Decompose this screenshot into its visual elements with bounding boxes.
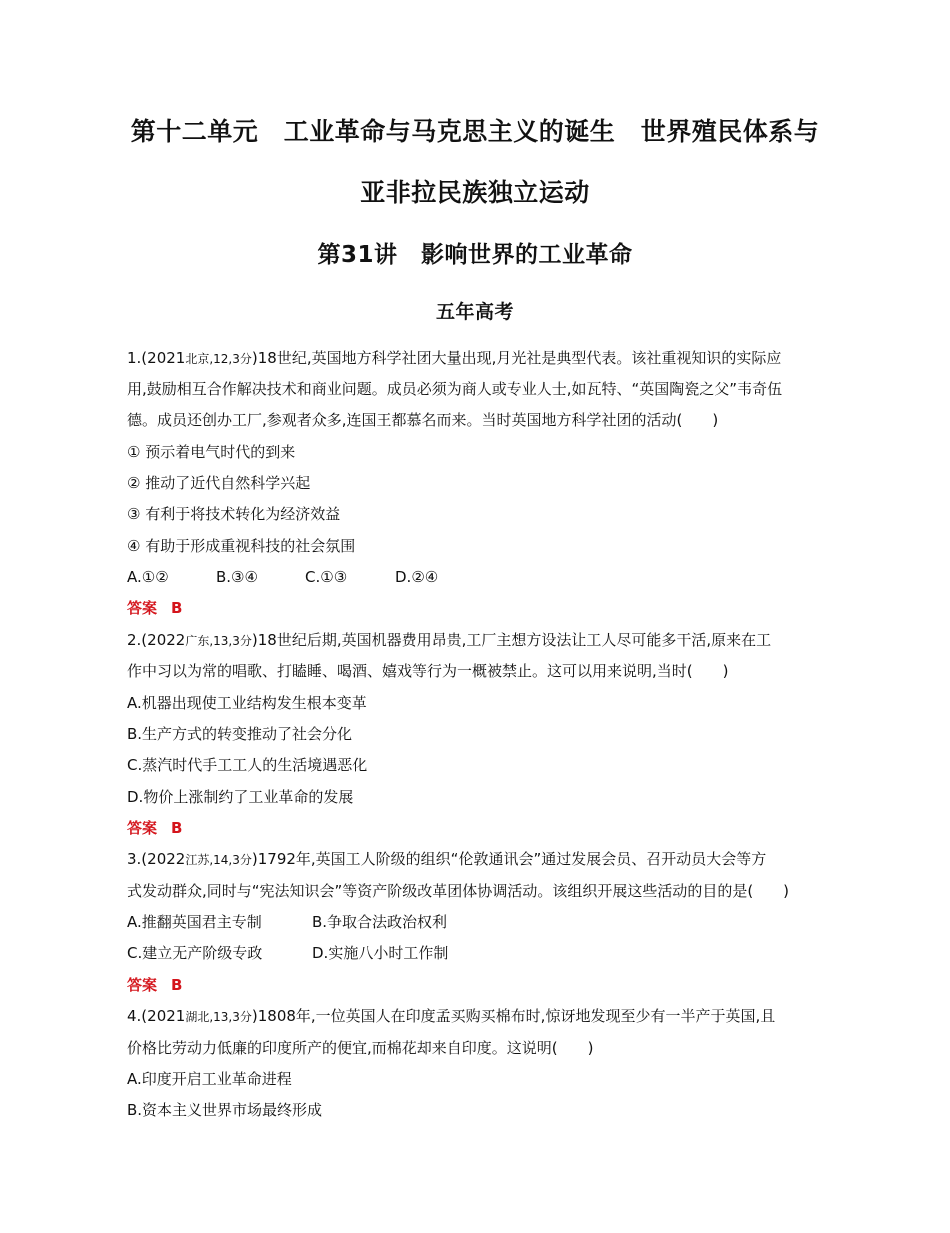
q4-stem-text: )1808年,一位英国人在印度孟买购买棉布时,惊讶地发现至少有一半产于英国,且: [251, 1007, 776, 1025]
q4-stem-line-2: 价格比劳动力低廉的印度所产的便宜,而棉花却来自印度。这说明( ): [127, 1039, 594, 1057]
q1-answer: [127, 598, 827, 618]
q1-answer-value: B: [171, 599, 183, 617]
q3-options-row-2: [127, 943, 827, 963]
q2-answer: [127, 818, 827, 838]
q1-stem-line-1: [127, 348, 827, 369]
q1-option-a: A.①②: [127, 568, 169, 586]
q1-option-d: D.②④: [395, 568, 439, 586]
q2-stem-text: )18世纪后期,英国机器费用昂贵,工厂主想方设法让工人尽可能多干活,原来在工: [251, 631, 772, 649]
unit-title: 第十二单元 工业革命与马克思主义的诞生 世界殖民体系与: [130, 117, 820, 146]
q4-stem-line-1: [127, 1006, 827, 1027]
q3-option-b: B.争取合法政治权利: [312, 913, 448, 931]
q3-options-row-1: [127, 912, 827, 932]
q1-statement-1: ① 预示着电气时代的到来: [127, 443, 296, 461]
unit-title-continued: 亚非拉民族独立运动: [360, 178, 590, 207]
q4-source: 湖北,13,3分: [185, 1010, 252, 1024]
q2-option-d: D.物价上涨制约了工业革命的发展: [127, 788, 354, 806]
q3-answer-label: 答案: [127, 976, 158, 994]
q1-statement-3: ③ 有利于将技术转化为经济效益: [127, 505, 341, 523]
q2-source: 广东,13,3分: [185, 634, 252, 648]
q3-number: 3.(2022: [127, 850, 186, 868]
q2-option-c: C.蒸汽时代手工工人的生活境遇恶化: [127, 756, 368, 774]
q4-option-b: B.资本主义世界市场最终形成: [127, 1101, 323, 1119]
q4-number: 4.(2021: [127, 1007, 186, 1025]
q1-stem-line-3: 德。成员还创办工厂,参观者众多,连国王都慕名而来。当时英国地方科学社团的活动( ): [127, 411, 719, 429]
q1-answer-label: 答案: [127, 599, 158, 617]
q3-stem-line-2: 式发动群众,同时与“宪法知识会”等资产阶级改革团体协调活动。该组织开展这些活动的目的是( ): [127, 882, 790, 900]
section-title: 五年高考: [435, 301, 514, 323]
q1-stem-text: )18世纪,英国地方科学社团大量出现,月光社是典型代表。该社重视知识的实际应: [251, 349, 782, 367]
q3-source: 江苏,14,3分: [185, 853, 252, 867]
q1-options: [127, 567, 827, 587]
q3-answer-value: B: [171, 976, 183, 994]
q2-stem-line-2: 作中习以为常的唱歌、打瞌睡、喝酒、嬉戏等行为一概被禁止。这可以用来说明,当时( ): [127, 662, 729, 680]
q1-statement-2: ② 推动了近代自然科学兴起: [127, 474, 311, 492]
q2-number: 2.(2022: [127, 631, 186, 649]
q4-option-a: A.印度开启工业革命进程: [127, 1070, 292, 1088]
q1-stem-line-2: 用,鼓励相互合作解决技术和商业问题。成员必须为商人或专业人士,如瓦特、“英国陶瓷之父”韦奇伍: [127, 380, 783, 398]
q3-stem-line-1: [127, 849, 827, 870]
q2-answer-label: 答案: [127, 819, 158, 837]
q1-option-b: B.③④: [216, 568, 258, 586]
q2-option-a: A.机器出现使工业结构发生根本变革: [127, 694, 367, 712]
q3-stem-text: )1792年,英国工人阶级的组织“伦敦通讯会”通过发展会员、召开动员大会等方: [251, 850, 767, 868]
q3-option-c: C.建立无产阶级专政: [127, 944, 263, 962]
q2-stem-line-1: [127, 630, 827, 651]
q3-option-d: D.实施八小时工作制: [312, 944, 449, 962]
q1-number: 1.(2021: [127, 349, 186, 367]
q2-answer-value: B: [171, 819, 183, 837]
q1-source: 北京,12,3分: [185, 352, 252, 366]
q3-answer: [127, 975, 827, 995]
q2-option-b: B.生产方式的转变推动了社会分化: [127, 725, 353, 743]
q1-option-c: C.①③: [305, 568, 348, 586]
q1-statement-4: ④ 有助于形成重视科技的社会氛围: [127, 537, 356, 555]
lecture-title: 第31讲 影响世界的工业革命: [317, 242, 633, 268]
q3-option-a: A.推翻英国君主专制: [127, 913, 262, 931]
